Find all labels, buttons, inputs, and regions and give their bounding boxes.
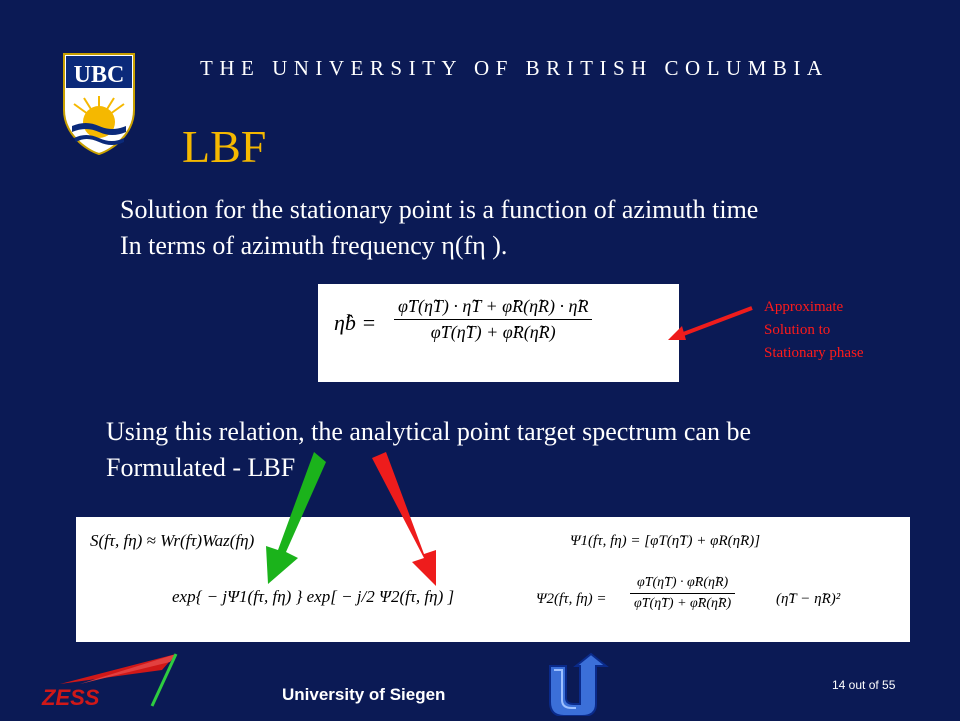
annotation-line-1: Approximate: [764, 299, 844, 315]
psi2-rhs: (η̃T − η̃R)²: [776, 591, 841, 607]
eta-b-denominator: φ̈T(η̃T) + φ̈R(η̃R): [430, 322, 556, 342]
red-annotation-arrow: [668, 308, 752, 340]
red-arrow-icon: [372, 452, 436, 586]
ubc-logo-text: UBC: [73, 62, 125, 88]
green-arrow-icon: [266, 452, 326, 584]
psi2-lhs: Ψ2(fτ, fη) =: [536, 591, 607, 607]
intro-line-1: Solution for the stationary point is a function of azimuth time: [120, 195, 759, 224]
zess-logo: [30, 650, 180, 708]
page-number: 14 out of 55: [832, 678, 896, 692]
psi2-denominator: φ̈T(η̃T) + φ̈R(η̃R): [634, 596, 732, 611]
zess-logo-text: ZESS: [42, 685, 100, 708]
slide-title: LBF: [182, 121, 267, 172]
psi1-equation: Ψ1(fτ, fη) = [φT(η̃T) + φR(η̃R)]: [570, 533, 761, 549]
annotation-line-2: Solution to: [764, 322, 831, 338]
spectrum-line-1: S(fτ, fη) ≈ Wr(fτ)Waz(fη): [90, 531, 255, 550]
footer-university: University of Siegen: [282, 685, 446, 704]
intro-line-2: In terms of azimuth frequency η(fη ).: [120, 231, 508, 260]
spectrum-line-2: exp{ − jΨ1(fτ, fη) } exp[ − j/2 Ψ2(fτ, fη) ]: [172, 587, 455, 606]
eta-b-lhs: η̂b =: [334, 310, 377, 335]
annotation-line-3: Stationary phase: [764, 345, 864, 361]
eta-b-numerator: φ̈T(η̃T) · η̃T + φ̈R(η̃R) · η̃R: [394, 296, 592, 320]
university-banner: THE UNIVERSITY OF BRITISH COLUMBIA: [200, 56, 829, 80]
relation-line-2: Formulated - LBF: [106, 453, 296, 482]
psi2-numerator: φ̈T(η̃T) · φ̈R(η̃R): [630, 575, 735, 594]
siegen-u-logo: [546, 652, 610, 716]
relation-line-1: Using this relation, the analytical point target spectrum can be: [106, 417, 751, 446]
